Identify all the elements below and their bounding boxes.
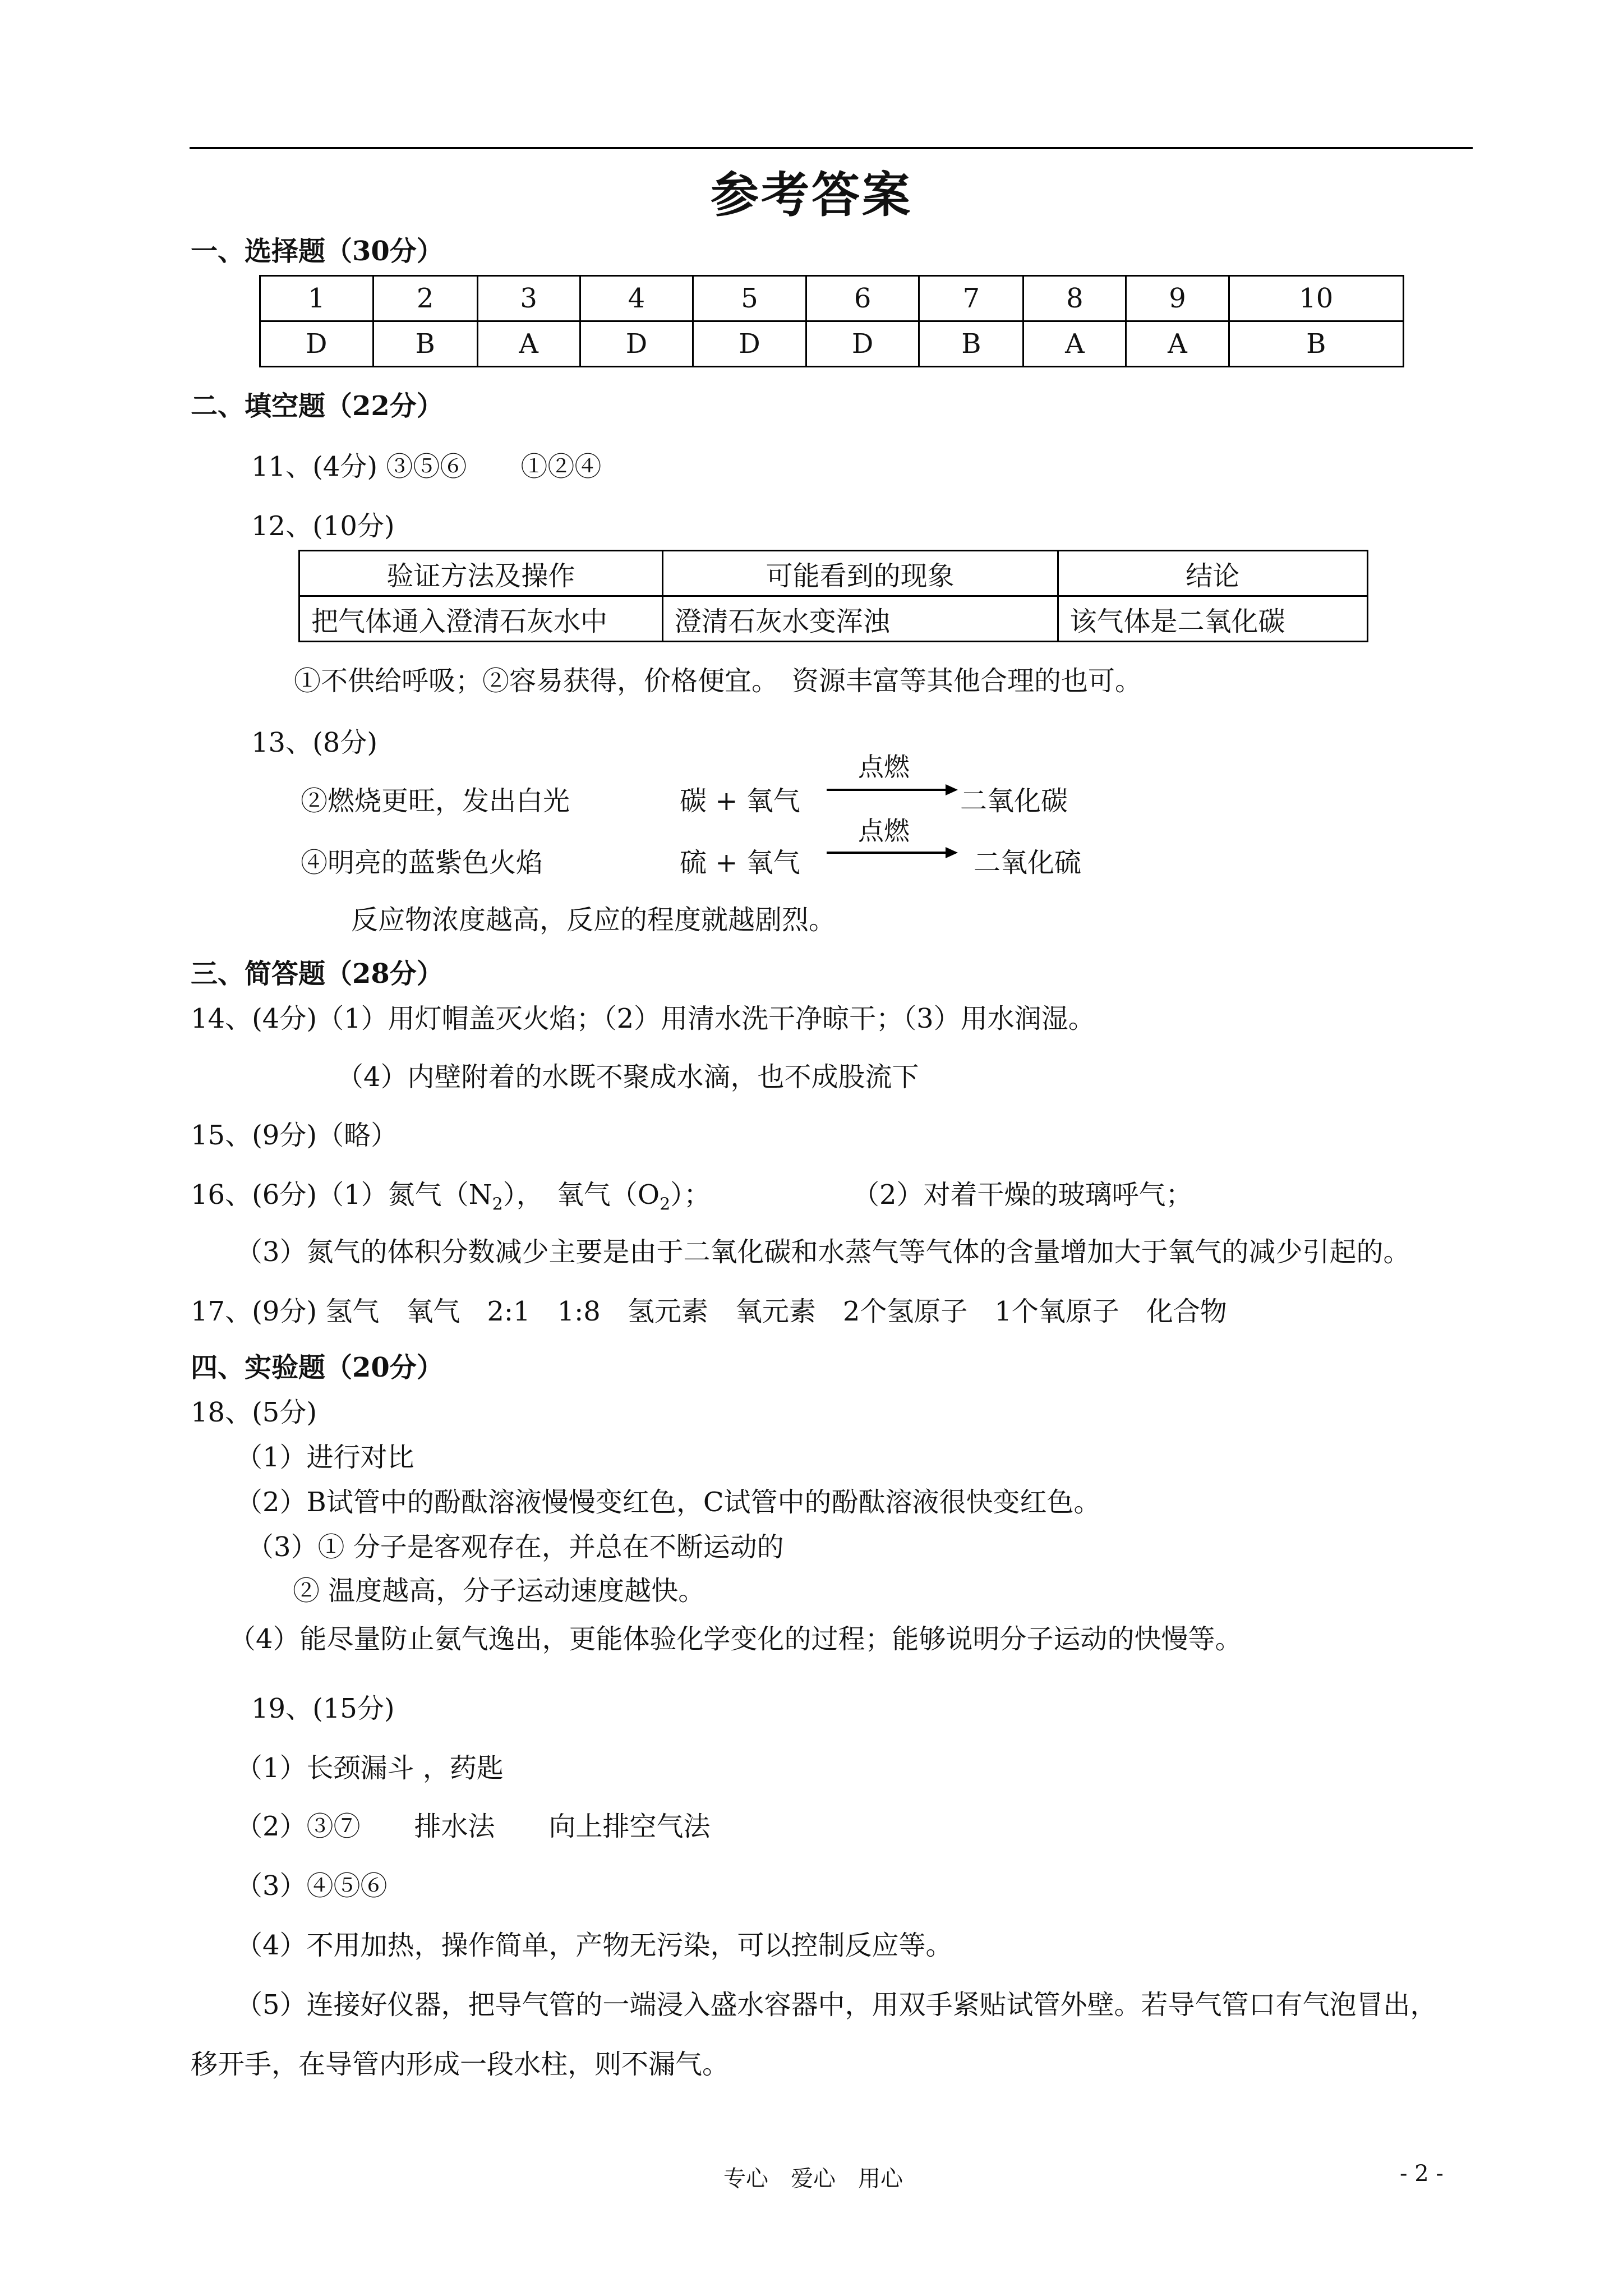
reaction-arrow-icon	[827, 789, 956, 791]
q13-condition-1: 点燃	[858, 752, 910, 782]
q19-answer-5a: （5）连接好仪器，把导气管的一端浸入盛水容器中，用双手紧贴试管外壁。若导气管口有气泡冒出，	[236, 1989, 1437, 2021]
q14-answer-4: （4）内壁附着的水既不聚成水滴，也不成股流下	[336, 1061, 919, 1093]
q11-answer: 11、(4分) ③⑤⑥ ①②④	[251, 451, 602, 482]
q18-answer-4: （4）能尽量防止氨气逸出，更能体验化学变化的过程；能够说明分子运动的快慢等。	[229, 1623, 1242, 1655]
section-1-heading: 一、选择题（30分）	[191, 236, 444, 267]
q16-text: ）， 氧气（O	[502, 1179, 660, 1211]
q16-text: 16、(6分)（1）氮气（N	[191, 1179, 492, 1211]
question-number-cell: 4	[580, 276, 693, 321]
page-number: - 2 -	[1400, 2161, 1444, 2187]
question-number-cell: 2	[373, 276, 477, 321]
q19-answer-1: （1）长颈漏斗 ，药匙	[236, 1752, 504, 1784]
q18-answer-3a: （3）① 分子是客观存在，并总在不断运动的	[247, 1531, 784, 1563]
q19-label: 19、(15分)	[251, 1693, 395, 1724]
question-number-cell: 6	[806, 276, 919, 321]
question-number-cell: 8	[1023, 276, 1126, 321]
answer-cell: A	[477, 321, 580, 367]
answer-number-row	[260, 276, 1404, 321]
answer-cell: D	[693, 321, 806, 367]
answer-cell: D	[260, 321, 374, 367]
section-2-heading: 二、填空题（22分）	[191, 390, 444, 422]
q16-text: ）；	[670, 1179, 711, 1211]
answer-cell: A	[1023, 321, 1126, 367]
q16-subscript: 2	[492, 1194, 503, 1214]
question-number-cell: 1	[260, 276, 374, 321]
answer-cell: B	[919, 321, 1023, 367]
q18-label: 18、(5分)	[191, 1397, 317, 1428]
q12-header-cell: 可能看到的现象	[662, 551, 1058, 596]
q15-answer: 15、(9分)（略）	[191, 1120, 398, 1151]
question-number-cell: 5	[693, 276, 806, 321]
q13-conclusion: 反应物浓度越高，反应的程度就越剧烈。	[351, 904, 836, 936]
q18-answer-3b: ② 温度越高，分子运动速度越快。	[293, 1575, 706, 1607]
q19-answer-4: （4）不用加热，操作简单，产物无污染，可以控制反应等。	[236, 1930, 953, 1961]
question-number-cell: 7	[919, 276, 1023, 321]
answer-cell: A	[1126, 321, 1229, 367]
q12-cell: 澄清石灰水变浑浊	[662, 596, 1058, 642]
q12-table-row	[299, 596, 1368, 642]
footer-slogan: 专心 爱心 用心	[723, 2166, 903, 2192]
q17-answer: 17、(9分) 氢气 氧气 2:1 1:8 氢元素 氧元素 2个氢原子 1个氧原子 化合物	[191, 1296, 1227, 1327]
q16-answer-2: （2）对着干燥的玻璃呼气；	[852, 1179, 1193, 1211]
question-number-cell: 3	[477, 276, 580, 321]
q14-answer: 14、(4分)（1）用灯帽盖灭火焰；（2）用清水洗干净晾干；（3）用水润湿。	[191, 1003, 1095, 1034]
page-title: 参考答案	[711, 167, 912, 223]
reaction-arrow-icon	[827, 852, 956, 854]
q12-table	[298, 550, 1368, 642]
answer-cell: B	[373, 321, 477, 367]
answer-cell: B	[1229, 321, 1403, 367]
answer-table	[259, 275, 1404, 367]
q13-observation-1: ②燃烧更旺，发出白光	[301, 785, 570, 817]
answer-letter-row	[260, 321, 1404, 367]
q13-reactants-2: 硫 + 氧气	[680, 847, 800, 878]
q18-answer-2: （2）B试管中的酚酞溶液慢慢变红色，C试管中的酚酞溶液很快变红色。	[236, 1487, 1101, 1518]
q13-product-2: 二氧化硫	[974, 847, 1082, 878]
q13-reactants-1: 碳 + 氧气	[680, 785, 800, 817]
q12-header-cell: 结论	[1058, 551, 1367, 596]
q19-answer-5b: 移开手，在导管内形成一段水柱，则不漏气。	[191, 2049, 730, 2080]
q13-observation-2: ④明亮的蓝紫色火焰	[301, 847, 543, 878]
top-rule	[190, 147, 1473, 149]
q12-label: 12、(10分)	[251, 510, 395, 542]
q18-answer-1: （1）进行对比	[236, 1442, 414, 1473]
q19-answer-3: （3）④⑤⑥	[236, 1870, 388, 1902]
q12-table-header-row	[299, 551, 1368, 596]
question-number-cell: 9	[1126, 276, 1229, 321]
q12-note: ①不供给呼吸；②容易获得，价格便宜。 资源丰富等其他合理的也可。	[294, 665, 1142, 697]
q16-answer-3: （3）氮气的体积分数减少主要是由于二氧化碳和水蒸气等气体的含量增加大于氧气的减少引起的。	[236, 1236, 1410, 1268]
q19-answer-2: （2）③⑦ 排水法 向上排空气法	[236, 1811, 711, 1842]
q12-cell: 该气体是二氧化碳	[1058, 596, 1367, 642]
q13-product-1: 二氧化碳	[960, 785, 1068, 817]
q13-condition-2: 点燃	[858, 816, 910, 846]
q13-label: 13、(8分)	[251, 727, 378, 758]
q16-subscript: 2	[660, 1194, 671, 1214]
q16-answer-1	[191, 1179, 711, 1215]
question-number-cell: 10	[1229, 276, 1403, 321]
section-3-heading: 三、简答题（28分）	[191, 958, 444, 990]
section-4-heading: 四、实验题（20分）	[191, 1352, 444, 1383]
q12-cell: 把气体通入澄清石灰水中	[299, 596, 663, 642]
answer-cell: D	[806, 321, 919, 367]
answer-cell: D	[580, 321, 693, 367]
q12-header-cell: 验证方法及操作	[299, 551, 663, 596]
